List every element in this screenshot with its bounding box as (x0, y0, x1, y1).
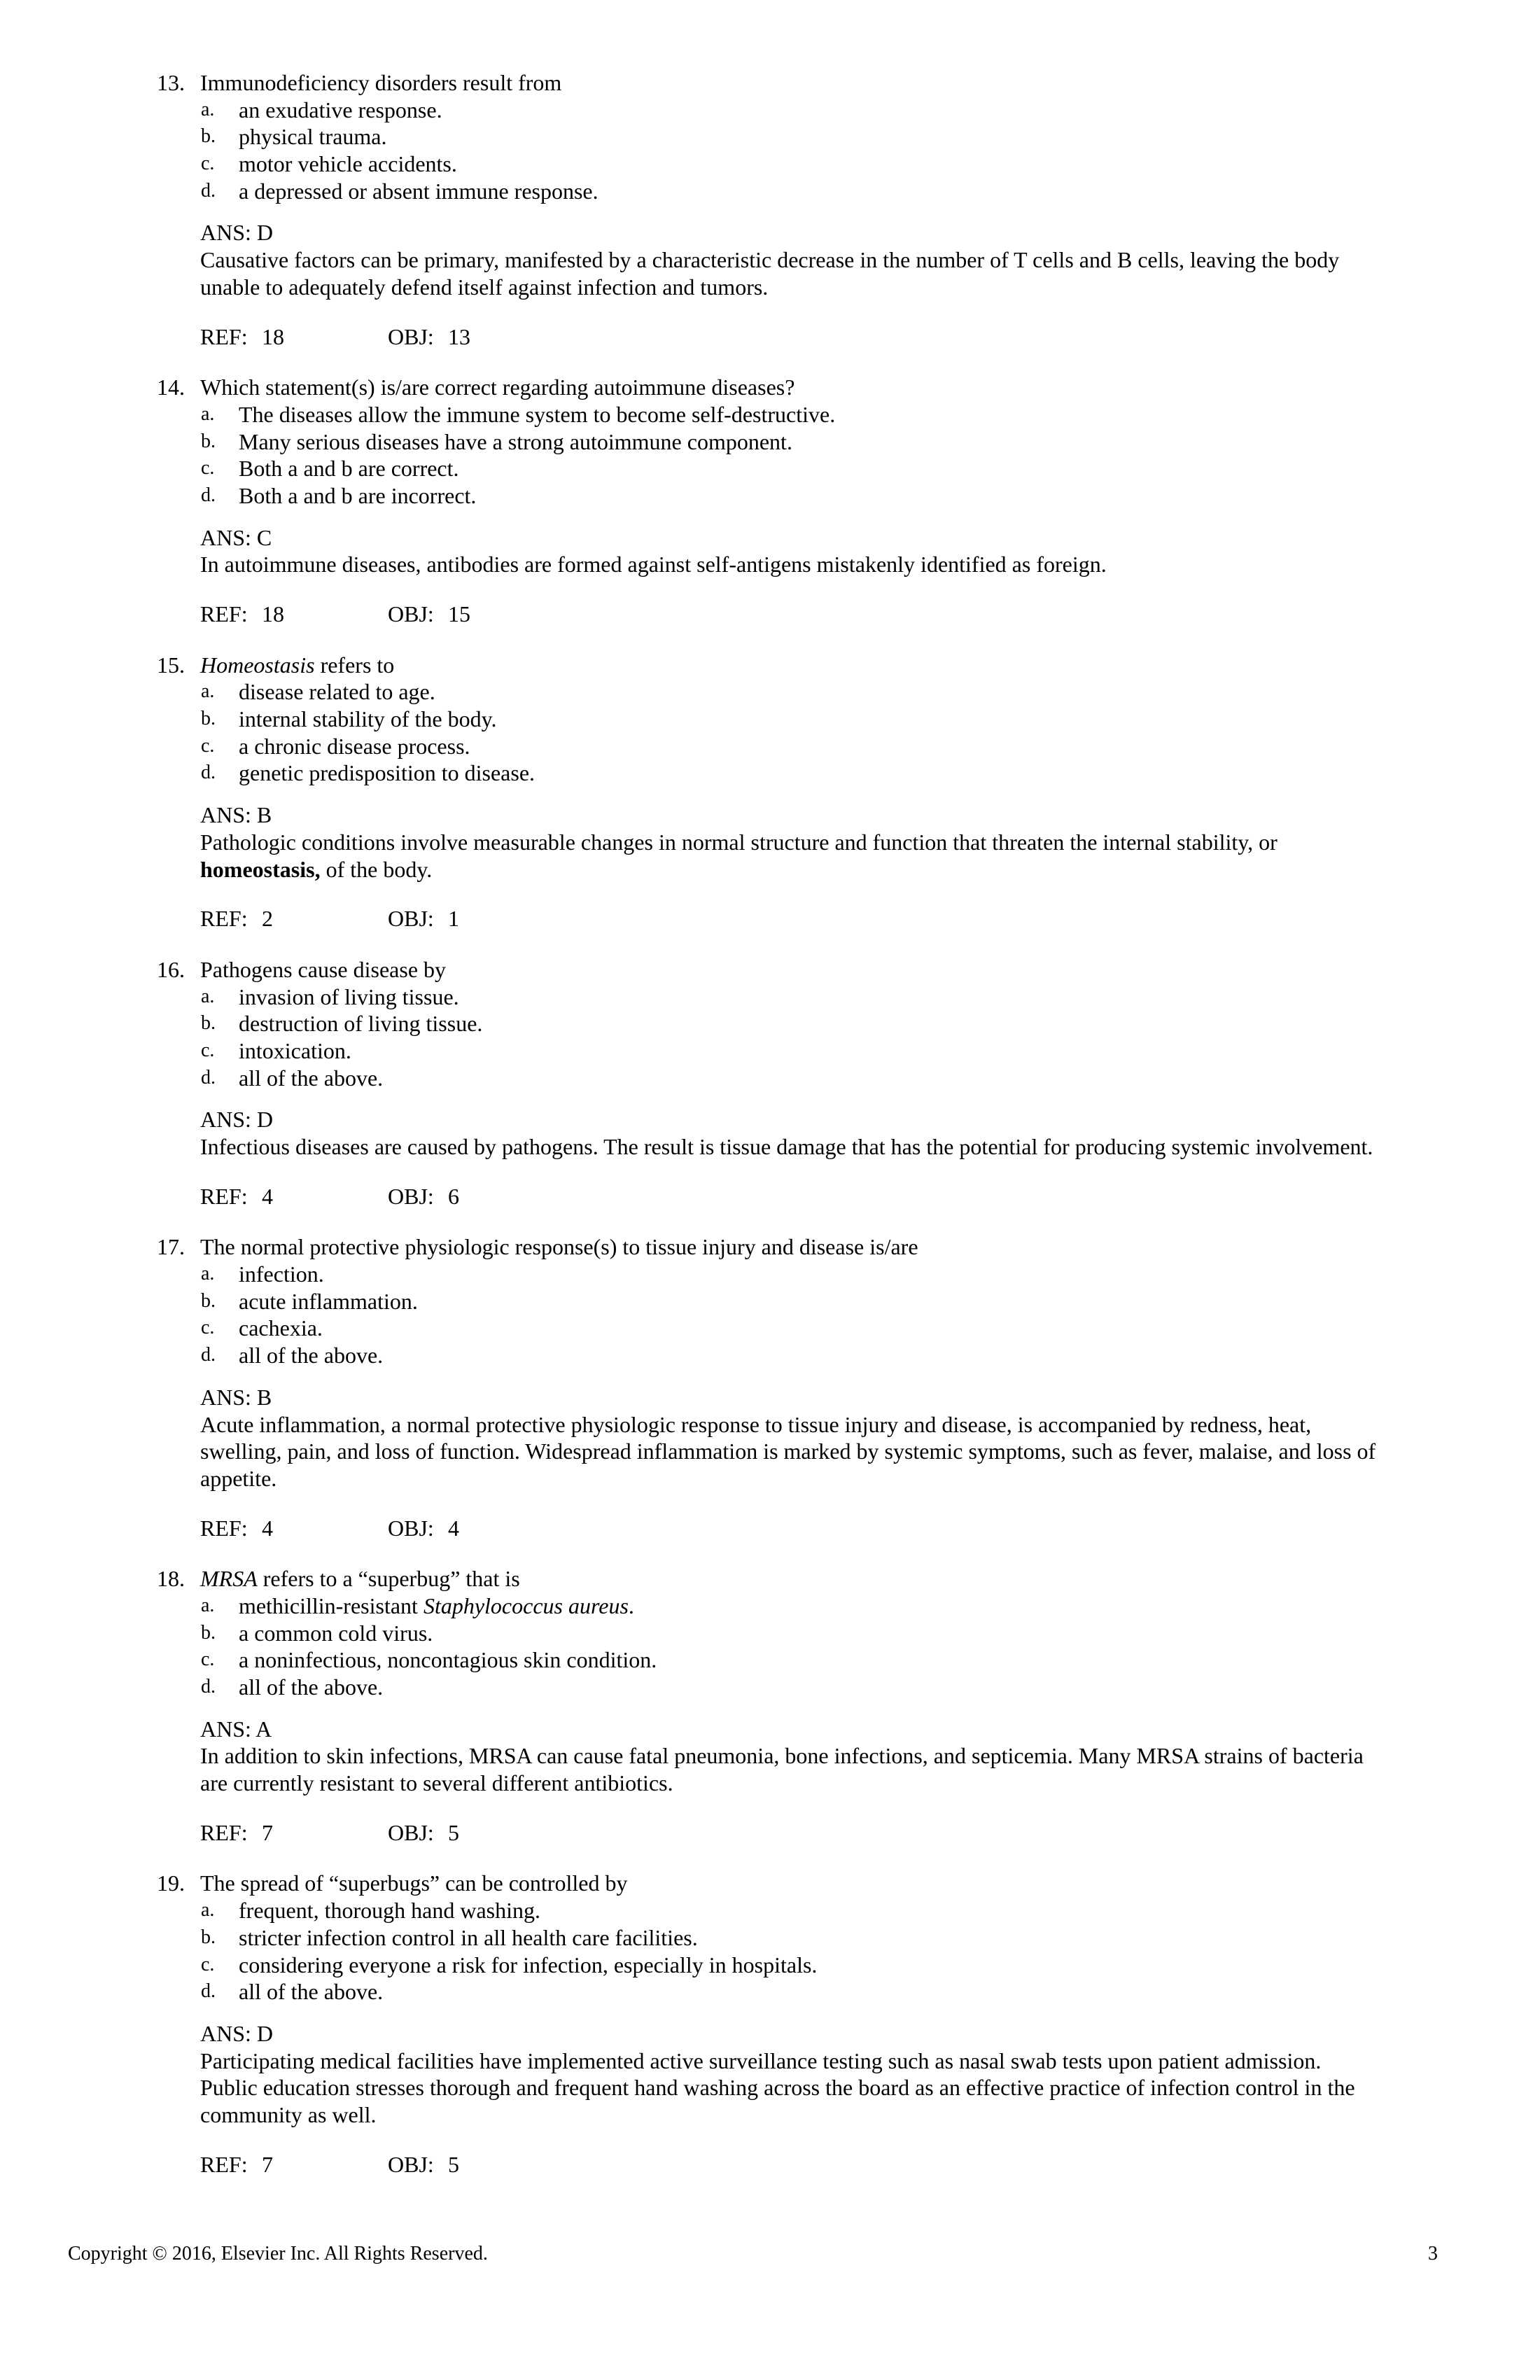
answer-option (0, 1037, 1540, 1065)
text-segment: all of the above. (239, 1674, 384, 1700)
option-text (239, 97, 442, 124)
explanation-line (0, 274, 1540, 301)
answer-option (0, 678, 1540, 706)
option-letter: d. (201, 1980, 216, 2003)
obj-value: 5 (448, 1819, 459, 1845)
italic-text: MRSA (200, 1566, 258, 1592)
answer-option (0, 1978, 1540, 2005)
answer-option (0, 1620, 1540, 1647)
answer-option (0, 1592, 1540, 1620)
option-letter: b. (201, 1926, 216, 1948)
text-segment: disease related to age. (239, 679, 435, 705)
option-text (239, 1897, 540, 1924)
answer-option (0, 178, 1540, 205)
answer-key: ANS: B (200, 1384, 272, 1410)
option-text (239, 1037, 351, 1065)
question-number: 19. (157, 1870, 185, 1896)
text-segment: are currently resistant to several different antibiotics. (200, 1770, 673, 1796)
reference-line (0, 601, 1540, 628)
question-stem (200, 652, 394, 679)
ref-label: REF: (200, 1819, 248, 1845)
text-segment: intoxication. (239, 1037, 351, 1063)
answer-option (0, 482, 1540, 510)
answer-option (0, 1261, 1540, 1288)
obj-value: 13 (448, 323, 470, 349)
explanation-line (0, 1742, 1540, 1770)
obj-label: OBJ: (388, 2151, 434, 2177)
question-stem-line (0, 374, 1540, 401)
ref-value: 2 (262, 906, 273, 932)
option-text (239, 1952, 817, 1979)
ref-label: REF: (200, 2151, 248, 2177)
ref-label: REF: (200, 1515, 248, 1541)
option-text (239, 983, 459, 1011)
option-letter: b. (201, 125, 216, 148)
obj-label: OBJ: (388, 323, 434, 349)
option-text (239, 760, 535, 787)
option-letter: a. (201, 98, 215, 120)
answer-option (0, 1342, 1540, 1369)
option-text (239, 1342, 383, 1369)
italic-text: Staphylococcus aureus (423, 1592, 629, 1618)
text-segment: an exudative response. (239, 97, 442, 122)
question-stem (200, 1870, 627, 1897)
answer-line (0, 802, 1540, 829)
option-text (239, 150, 457, 178)
explanation-line (0, 2047, 1540, 2075)
text-segment: Many serious diseases have a strong autoimmune component. (239, 428, 792, 454)
page-number: 3 (1428, 2243, 1438, 2264)
explanation-line (0, 856, 1540, 883)
question-item (0, 1565, 1540, 1846)
question-number: 15. (157, 652, 185, 678)
option-letter: c. (201, 1648, 215, 1671)
explanation-text (200, 274, 768, 301)
text-segment: Participating medical facilities have implemented active surveillance testing such as nasal swab tests upon patient admission. (200, 2047, 1322, 2073)
option-letter: d. (201, 762, 216, 784)
option-text (239, 1010, 482, 1037)
footer-copyright: Copyright © 2016, Elsevier Inc. All Rights Reserved. (68, 2243, 488, 2264)
text-segment: a common cold virus. (239, 1620, 433, 1646)
question-stem (200, 374, 794, 401)
text-segment: Causative factors can be primary, manifested by a characteristic decrease in the number of T cells and B cells, leaving the body (200, 247, 1340, 273)
text-segment: Pathologic conditions involve measurable changes in normal structure and function that threaten the internal stability, or (200, 829, 1278, 855)
obj-label: OBJ: (388, 906, 434, 932)
italic-text: Homeostasis (200, 652, 315, 678)
answer-line (0, 2020, 1540, 2047)
answer-key: ANS: C (200, 524, 272, 550)
text-segment: In autoimmune diseases, antibodies are formed against self-antigens mistakenly identified as foreign. (200, 552, 1107, 578)
option-letter: d. (201, 484, 216, 506)
explanation-text (200, 829, 1278, 856)
answer-option (0, 150, 1540, 178)
explanation-text (200, 856, 432, 883)
text-segment: stricter infection control in all health care facilities. (239, 1924, 698, 1950)
explanation-text (200, 1411, 1311, 1438)
option-letter: d. (201, 1066, 216, 1088)
text-segment: community as well. (200, 2101, 377, 2127)
option-letter: b. (201, 430, 216, 452)
text-segment: Which statement(s) is/are correct regarding autoimmune diseases? (200, 374, 795, 400)
option-text (239, 1924, 698, 1952)
question-number: 14. (157, 374, 185, 400)
text-segment: Both a and b are incorrect. (239, 482, 477, 508)
explanation-line (0, 1465, 1540, 1492)
explanation-text (200, 2101, 377, 2129)
explanation-text (200, 1465, 276, 1492)
text-segment: Public education stresses thorough and frequent hand washing across the board as an effective practice of infection control in the (200, 2075, 1355, 2101)
question-number: 16. (157, 956, 185, 982)
text-segment: a depressed or absent immune response. (239, 178, 598, 204)
obj-value: 15 (448, 601, 470, 626)
answer-option (0, 1897, 1540, 1924)
explanation-line (0, 829, 1540, 856)
explanation-text (200, 1133, 1373, 1161)
question-stem-line (0, 1565, 1540, 1592)
text-segment: Infectious diseases are caused by pathogens. The result is tissue damage that has the potential for producing systemic involvement. (200, 1134, 1373, 1159)
text-segment: a noninfectious, noncontagious skin condition. (239, 1647, 657, 1673)
text-segment: refers to a “superbug” that is (257, 1566, 520, 1592)
text-segment: The spread of “superbugs” can be controlled by (200, 1870, 628, 1896)
text-segment: of the body. (320, 856, 433, 882)
option-letter: a. (201, 985, 215, 1007)
answer-key: ANS: D (200, 2020, 274, 2046)
question-list (0, 69, 1540, 2202)
text-segment: . (628, 1592, 634, 1618)
text-segment: methicillin-resistant (239, 1592, 424, 1618)
ref-value: 18 (262, 323, 284, 349)
reference-line (0, 2151, 1540, 2178)
answer-option (0, 1315, 1540, 1342)
text-segment: The normal protective physiologic response(s) to tissue injury and disease is/are (200, 1234, 918, 1260)
question-number: 13. (157, 70, 185, 95)
answer-option (0, 1646, 1540, 1674)
question-stem (200, 1233, 918, 1261)
answer-option (0, 1952, 1540, 1979)
option-text (239, 1592, 634, 1620)
option-letter: a. (201, 402, 215, 425)
text-segment: all of the above. (239, 1343, 384, 1368)
ref-label: REF: (200, 601, 248, 626)
option-letter: c. (201, 1953, 215, 1975)
explanation-text (200, 2074, 1355, 2101)
explanation-line (0, 1770, 1540, 1797)
question-number: 18. (157, 1566, 185, 1592)
question-item (0, 69, 1540, 350)
explanation-line (0, 1133, 1540, 1161)
text-segment: acute inflammation. (239, 1288, 418, 1314)
option-letter: d. (201, 1676, 216, 1698)
option-text (239, 428, 792, 456)
obj-label: OBJ: (388, 601, 434, 626)
answer-key: ANS: A (200, 1716, 272, 1742)
answer-option (0, 428, 1540, 456)
answer-option (0, 401, 1540, 428)
ref-value: 7 (262, 2151, 273, 2177)
obj-label: OBJ: (388, 1515, 434, 1541)
question-stem-line (0, 1233, 1540, 1261)
text-segment: invasion of living tissue. (239, 983, 459, 1009)
reference-line (0, 905, 1540, 932)
text-segment: The diseases allow the immune system to become self-destructive. (239, 401, 836, 427)
option-text (239, 678, 435, 706)
bold-text: homeostasis, (200, 856, 321, 882)
text-segment: considering everyone a risk for infection, especially in hospitals. (239, 1952, 818, 1977)
answer-option (0, 760, 1540, 787)
option-text (239, 1674, 383, 1701)
option-text (239, 455, 459, 482)
text-segment: frequent, thorough hand washing. (239, 1898, 541, 1924)
answer-option (0, 1288, 1540, 1315)
question-stem-line (0, 652, 1540, 679)
answer-option (0, 1924, 1540, 1952)
text-segment: all of the above. (239, 1065, 384, 1091)
answer-option (0, 97, 1540, 124)
obj-label: OBJ: (388, 1819, 434, 1845)
ref-value: 7 (262, 1819, 273, 1845)
option-text (239, 123, 386, 150)
text-segment: Both a and b are correct. (239, 456, 459, 482)
explanation-text (200, 246, 1339, 274)
question-item (0, 652, 1540, 932)
option-text (239, 1315, 323, 1342)
option-text (239, 1261, 324, 1288)
answer-key: ANS: B (200, 802, 272, 828)
obj-value: 6 (448, 1183, 459, 1209)
answer-option (0, 733, 1540, 760)
answer-line (0, 1384, 1540, 1411)
answer-line (0, 1106, 1540, 1133)
question-stem-line (0, 1870, 1540, 1897)
explanation-line (0, 551, 1540, 578)
text-segment: refers to (314, 652, 395, 678)
question-stem (200, 1565, 520, 1592)
text-segment: appetite. (200, 1465, 277, 1491)
option-letter: c. (201, 457, 215, 479)
answer-key: ANS: D (200, 1107, 274, 1133)
obj-value: 5 (448, 2151, 459, 2177)
text-segment: unable to adequately defend itself against infection and tumors. (200, 274, 769, 300)
option-text (239, 1646, 657, 1674)
option-letter: c. (201, 153, 215, 175)
answer-option (0, 706, 1540, 733)
explanation-text (200, 1770, 673, 1797)
text-segment: Immunodeficiency disorders result from (200, 70, 562, 95)
text-segment: Pathogens cause disease by (200, 956, 447, 982)
ref-label: REF: (200, 323, 248, 349)
text-segment: all of the above. (239, 1979, 384, 2005)
option-text (239, 706, 497, 733)
answer-option (0, 1010, 1540, 1037)
option-text (239, 1978, 383, 2005)
reference-line (0, 1819, 1540, 1847)
option-text (239, 733, 470, 760)
answer-option (0, 123, 1540, 150)
question-item (0, 1233, 1540, 1541)
question-stem-line (0, 956, 1540, 983)
option-letter: b. (201, 1289, 216, 1312)
ref-value: 18 (262, 601, 284, 626)
explanation-text (200, 551, 1107, 578)
option-letter: a. (201, 1899, 215, 1921)
answer-option (0, 1674, 1540, 1701)
text-segment: genetic predisposition to disease. (239, 760, 536, 786)
obj-label: OBJ: (388, 1183, 434, 1209)
option-letter: b. (201, 1621, 216, 1644)
explanation-text (200, 1438, 1376, 1465)
option-letter: a. (201, 680, 215, 703)
option-letter: a. (201, 1263, 215, 1285)
option-letter: b. (201, 708, 216, 730)
text-segment: physical trauma. (239, 124, 387, 150)
ref-value: 4 (262, 1183, 273, 1209)
text-segment: infection. (239, 1261, 324, 1287)
question-item (0, 1870, 1540, 2178)
obj-value: 1 (448, 906, 459, 932)
obj-value: 4 (448, 1515, 459, 1541)
option-text (239, 178, 598, 205)
text-segment: destruction of living tissue. (239, 1011, 483, 1037)
question-item (0, 374, 1540, 628)
option-letter: d. (201, 1344, 216, 1366)
explanation-line (0, 246, 1540, 274)
text-segment: In addition to skin infections, MRSA can cause fatal pneumonia, bone infections, and septicemia. Many MRSA strains of bacteria (200, 1743, 1364, 1769)
explanation-line (0, 1438, 1540, 1465)
ref-label: REF: (200, 1183, 248, 1209)
text-segment: a chronic disease process. (239, 733, 470, 759)
ref-label: REF: (200, 906, 248, 932)
option-letter: c. (201, 1039, 215, 1061)
option-text (239, 482, 476, 510)
text-segment: swelling, pain, and loss of function. Widespread inflammation is marked by systemic symptoms, such as fever, malaise, and loss of (200, 1438, 1376, 1464)
question-item (0, 956, 1540, 1210)
question-number: 17. (157, 1234, 185, 1260)
question-stem (200, 956, 446, 983)
answer-key: ANS: D (200, 220, 274, 246)
option-text (239, 401, 835, 428)
reference-line (0, 323, 1540, 351)
explanation-text (200, 2047, 1321, 2075)
option-letter: c. (201, 1317, 215, 1339)
answer-option (0, 1065, 1540, 1092)
reference-line (0, 1515, 1540, 1542)
text-segment: Acute inflammation, a normal protective physiologic response to tissue injury and disease, is accompanied by redness, heat, (200, 1411, 1312, 1437)
text-segment: cachexia. (239, 1315, 323, 1341)
explanation-line (0, 1411, 1540, 1438)
text-segment: internal stability of the body. (239, 706, 497, 732)
option-letter: c. (201, 734, 215, 757)
explanation-text (200, 1742, 1364, 1770)
text-segment: motor vehicle accidents. (239, 151, 457, 177)
option-letter: d. (201, 179, 216, 202)
answer-option (0, 455, 1540, 482)
ref-value: 4 (262, 1515, 273, 1541)
option-text (239, 1620, 433, 1647)
answer-line (0, 219, 1540, 246)
reference-line (0, 1183, 1540, 1210)
question-stem (200, 69, 561, 97)
option-letter: b. (201, 1012, 216, 1035)
answer-line (0, 1716, 1540, 1743)
option-text (239, 1065, 383, 1092)
explanation-line (0, 2074, 1540, 2101)
option-letter: a. (201, 1594, 215, 1616)
answer-line (0, 524, 1540, 552)
answer-option (0, 983, 1540, 1011)
option-text (239, 1288, 418, 1315)
explanation-line (0, 2101, 1540, 2129)
question-stem-line (0, 69, 1540, 97)
